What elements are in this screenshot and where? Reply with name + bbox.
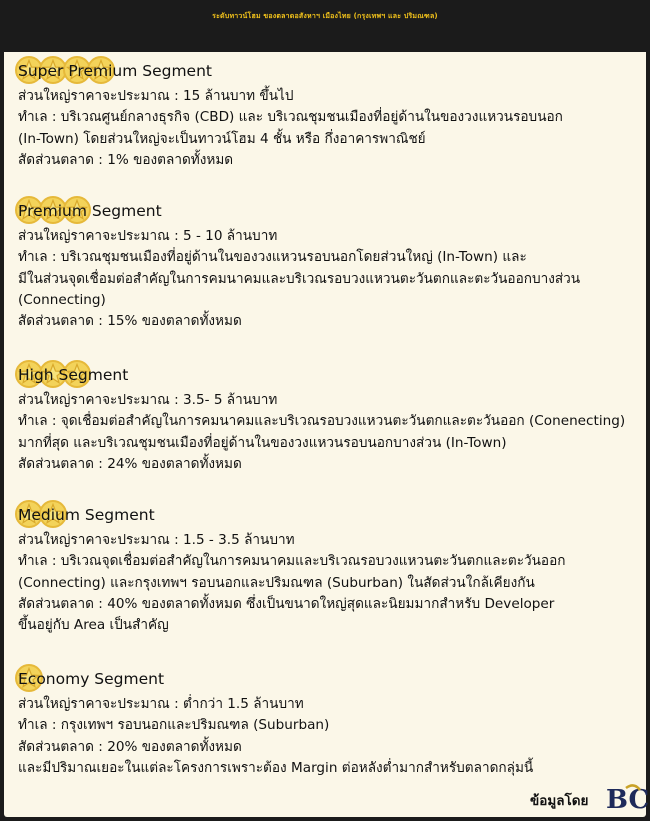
logo-letters: BC (606, 785, 650, 815)
credit-label: ข้อมูลโดย (530, 793, 589, 809)
segment-line: สัดส่วนตลาด : 1% ของตลาดทั้งหมด (18, 151, 234, 168)
segment-line: ส่วนใหญ่ราคาจะประมาณ : 1.5 - 3.5 ล้านบาท (18, 532, 295, 548)
bc-logo (604, 780, 650, 816)
segment-block (18, 62, 646, 171)
segment-name: High Segment (18, 366, 129, 384)
page-title: ระดับทาวน์โฮม ของตลาดอสังหาฯ เมืองไทย (กรุงเทพฯ และ ปริมณฑล) (212, 12, 438, 20)
segment-line: มากที่สุด และบริเวณชุมชนเมืองที่อยู่ด้านในของวงแหวนรอบนอกบางส่วน (In-Town) (18, 434, 507, 451)
segment-name: Premium Segment (18, 202, 162, 220)
segment-line: ส่วนใหญ่ราคาจะประมาณ : 15 ล้านบาท ขึ้นไป (18, 88, 294, 104)
segment-header (18, 670, 646, 694)
segment-header (18, 366, 646, 390)
segment-line: ขึ้นอยู่กับ Area เป็นสำคัญ (18, 617, 169, 634)
segment-name: Medium Segment (18, 506, 155, 524)
segment-block (18, 202, 646, 332)
segment-line: ส่วนใหญ่ราคาจะประมาณ : ต่ำกว่า 1.5 ล้านบาท (18, 696, 304, 712)
segment-line: มีในส่วนจุดเชื่อมต่อสำคัญในการคมนาคมและบริเวณรอบวงแหวนตะวันตกและตะวันออกบางส่วน (18, 270, 581, 287)
title-bar (0, 0, 650, 52)
segment-line: สัดส่วนตลาด : 24% ของตลาดทั้งหมด (18, 455, 242, 472)
segment-header (18, 62, 646, 86)
segment-line: สัดส่วนตลาด : 20% ของตลาดทั้งหมด (18, 738, 242, 755)
segment-block (18, 366, 646, 475)
segment-line: (Connecting) และกรุงเทพฯ รอบนอกและปริมณฑล (Suburban) ในสัดส่วนใกล้เคียงกัน (18, 574, 535, 591)
segment-block (18, 670, 646, 779)
segment-line: และมีปริมาณเยอะในแต่ละโครงการเพราะต้อง Margin ต่อหลังต่ำมากสำหรับตลาดกลุ่มนี้ (18, 759, 534, 776)
segment-name: Economy Segment (18, 670, 165, 688)
segment-line: ส่วนใหญ่ราคาจะประมาณ : 5 - 10 ล้านบาท (18, 228, 278, 244)
segment-line: (In-Town) โดยส่วนใหญ่จะเป็นทาวน์โฮม 4 ชั้น หรือ กึ่งอาคารพาณิชย์ (18, 130, 426, 147)
segment-header (18, 506, 646, 530)
segment-line: ส่วนใหญ่ราคาจะประมาณ : 3.5- 5 ล้านบาท (18, 392, 278, 408)
segment-header (18, 202, 646, 226)
segment-line: สัดส่วนตลาด : 15% ของตลาดทั้งหมด (18, 313, 242, 330)
segment-line: ทำเล : กรุงเทพฯ รอบนอกและปริมณฑล (Suburban) (18, 717, 330, 734)
segment-block (18, 506, 646, 636)
segment-line: ทำเล : บริเวณจุดเชื่อมต่อสำคัญในการคมนาคมและบริเวณรอบวงแหวนตะวันตกและตะวันออก (18, 553, 566, 570)
segment-line: ทำเล : บริเวณชุมชนเมืองที่อยู่ด้านในของวงแหวนรอบนอกโดยส่วนใหญ่ (In-Town) และ (18, 249, 527, 266)
segment-line: ทำเล : จุดเชื่อมต่อสำคัญในการคมนาคมและบริเวณรอบวงแหวนตะวันตกและตะวันออก (Conenecting) (18, 413, 626, 430)
segment-line: (Connecting) (18, 291, 106, 308)
segment-line: ทำเล : บริเวณศูนย์กลางธุรกิจ (CBD) และ บริเวณชุมชนเมืองที่อยู่ด้านในของวงแหวนรอบนอก (18, 109, 563, 126)
segment-line: สัดส่วนตลาด : 40% ของตลาดทั้งหมด ซึ่งเป็นขนาดใหญ่สุดและนิยมมากสำหรับ Developer (18, 595, 555, 612)
segment-name: Super Premium Segment (18, 62, 212, 80)
